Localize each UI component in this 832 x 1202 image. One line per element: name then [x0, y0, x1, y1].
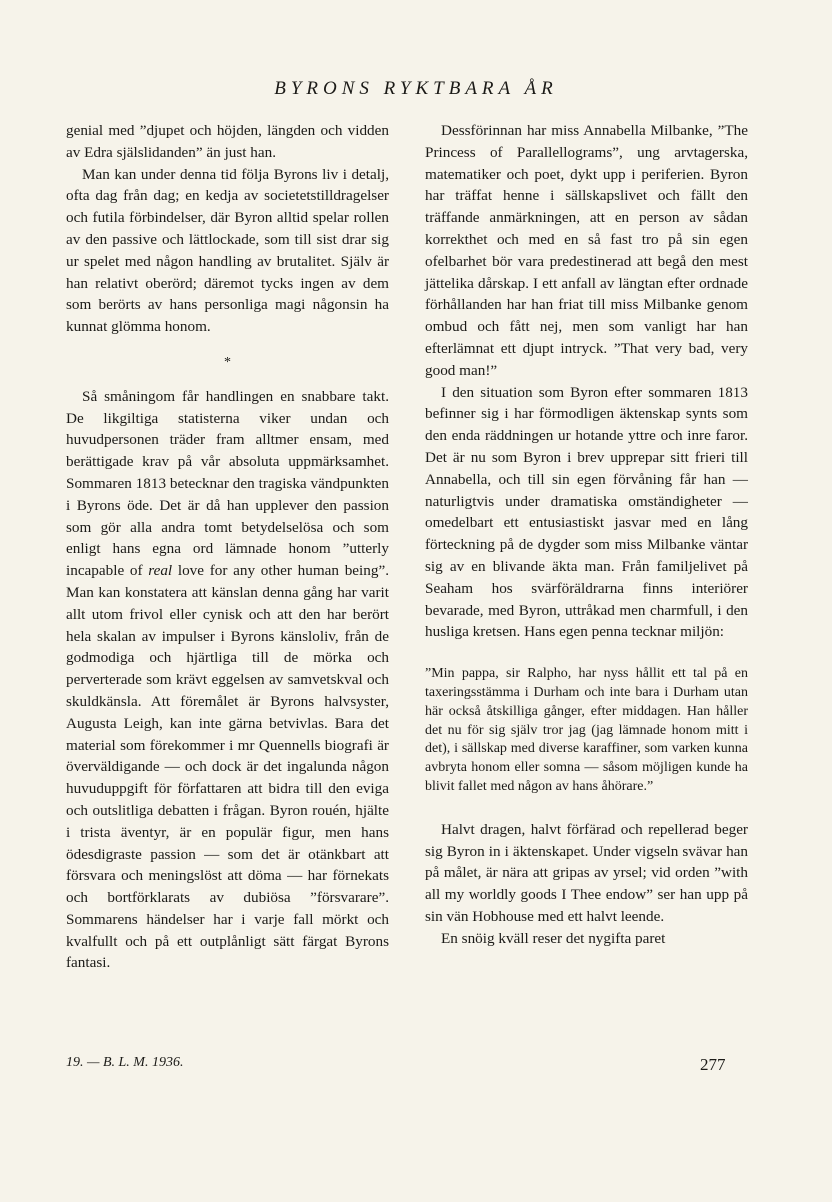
left-column [66, 120, 389, 974]
page-number: 277 [700, 1055, 726, 1074]
signature-mark: 19. — B. L. M. 1936. [66, 1055, 184, 1070]
paragraph: Man kan under denna tid följa Byrons liv i detalj, ofta dag från dag; en kedja av societetstilldragelser och futila förbindelser, där Byron alltid spelar rollen av den passive och lättlockade, som till sist drar sig ur spelet med någon handling av brutalitet. Själv är han relativt oberörd; däremot tycks ingen av dem som berörts av hans personliga magi någonsin ha kunnat glömma honom. [66, 165, 389, 336]
paragraph: Halvt dragen, halvt förfärad och repellerad beger sig Byron in i äktenskapet. Under vigseln svävar han på målet, är nära att gripas av yrsel; vid orden ”with all my worldly goods I Thee endow” ser han upp på sin vän Hobhouse med ett halvt leende. [425, 820, 748, 925]
running-header: BYRONS RYKTBARA ÅR [274, 78, 558, 99]
paragraph [66, 386, 389, 975]
paragraph: I den situation som Byron efter sommaren 1813 befinner sig i har förmodligen äktenskap synts som den enda räddningen ur hotande yttre och inre faror. Det är nu som Byron i brev upprepar sitt frieri till Annabella, och till sin egen förvåning får han — naturligtvis under dramatiska omständigheter — omedelbart ett entusiastiskt jasvar med en lång förteckning på de dygder som miss Milbanke väntar sig av en blivande äkta man. Från familjelivet på Seaham hos svärföräldrarna finns interiörer bevarade, med Byron, uttråkad men charmfull, i den husliga kretsen. Hans egen penna tecknar miljön: [425, 383, 748, 641]
section-separator: * [224, 354, 231, 370]
block-quote: ”Min pappa, sir Ralpho, har nyss hållit ett tal på en taxeringsstämma i Durham och inte bara i Durham utan här också åtskilliga gånger, efter middagen. Han håller det nu för sig själv tror jag (jag lämnade honom mitt i det), i sällskap med diverse karaffiner, som varken kunna avbryta honom eller somna — såsom möjligen kunde ha blivit fallet med någon av hans åhörare.” [425, 666, 748, 794]
paragraph: En snöig kväll reser det nygifta paret [441, 929, 666, 947]
emphasis: real [148, 562, 173, 580]
text-span: love for any other human being”. Man kan konstatera att känslan denna gång har varit allt utom frivol eller cynisk och att den har berört hela skalan av impulser i Byrons känsloliv, från de godmodiga och hjärtliga till de mörka och perverterade som krävt eggelsen av samvetskval och skuldkänsla. Att föremålet är Byrons halvsyster, Augusta Leigh, kan inte gärna betvivlas. Bara det material som förekommer i mr Quennells biografi är överväldigande — och dock är det ingalunda någon huvuduppgift för författaren att bidra till den eviga och outslitliga debatten i frågan. Byron rouén, hjälte i trista äventyr, är en populär figur, men hans ödesdigraste passion — som det är otänkbart att försvara och meningslöst att döma — har förnekats och bortförklarats av dubiösa ”försvarare”. Sommarens händelser har i varje fall mörkt och kvalfullt och på ett outplånligt sätt färgat Byrons fantasi. [66, 562, 389, 972]
right-column [425, 120, 748, 949]
text-span: Så småningom får handlingen en snabbare takt. De likgiltiga statisterna viker undan och huvudpersonen träder fram alltmer ensam, med berättigade krav på vår absoluta uppmärksamhet. Sommaren 1813 betecknar den tragiska vändpunkten i Byrons öde. Det är då han upplever den passion som gör alla andra tomt betydelselösa och som enligt hans egna ord lämnade honom ”utterly incapable of [66, 387, 389, 580]
paragraph: Dessförinnan har miss Annabella Milbanke, ”The Princess of Parallellograms”, ung arvtagerska, matematiker och poet, dykt upp i periferien. Byron har träffat henne i sällskapslivet och fällt den träffande anmärkningen, att en person av sådan korrekthet och med en så fast tro på sin egen ofelbarhet bör vara predestinerad att begå den mest jättelika dårskap. I ett anfall av längtan efter ordnade förhållanden har han friat till miss Milbanke genom ombud och fått nej, men som vanligt har han efterlämnat ett djupt intryck. ”That very bad, very good man!” [425, 122, 748, 379]
paragraph: genial med ”djupet och höjden, längden och vidden av Edra själslidanden” än just han. [66, 122, 389, 161]
